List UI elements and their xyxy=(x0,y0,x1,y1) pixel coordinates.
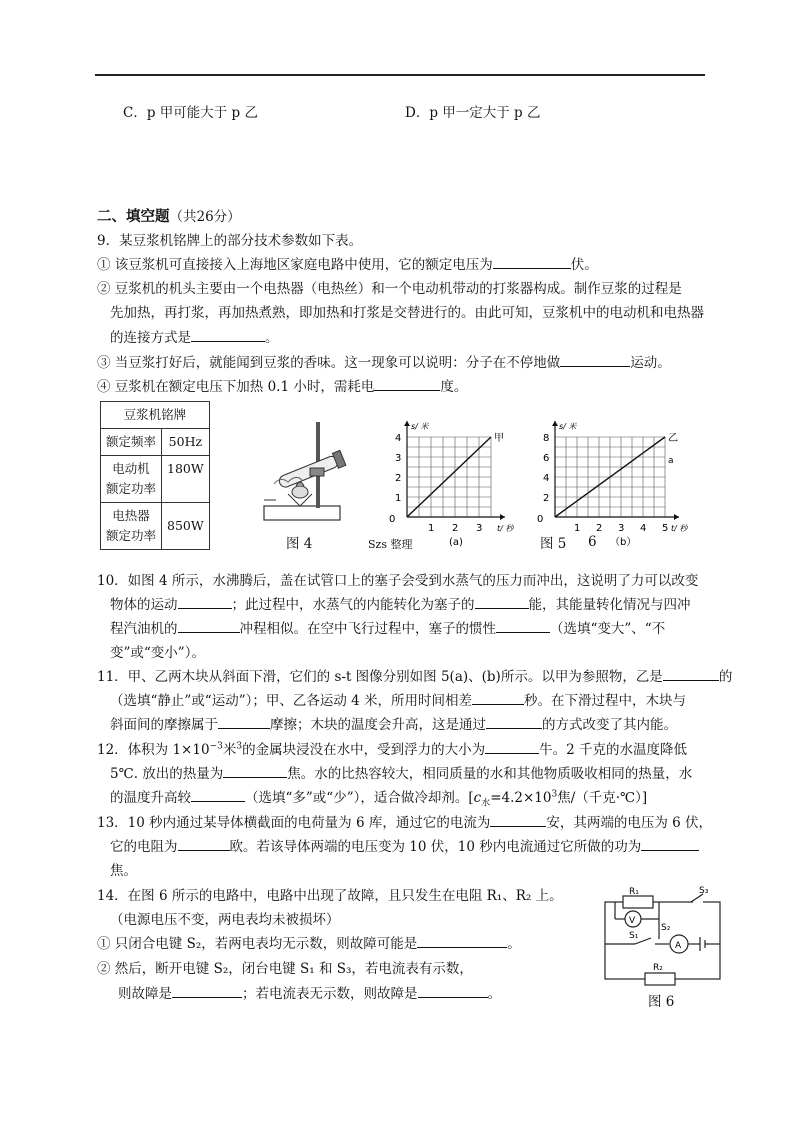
series-label: 甲 xyxy=(494,433,504,444)
text: 的金属块浸没在水中，受到浮力的大小为 xyxy=(242,742,486,758)
text: 运动。 xyxy=(630,355,671,371)
chart-b xyxy=(535,400,705,550)
q10-line1: 10．如图 4 所示，水沸腾后，盖在试管口上的塞子会受到水蒸气的压力而冲出，这说明了力可以改变 xyxy=(97,573,699,589)
text: 的 xyxy=(718,669,733,685)
label-s1: S₁ xyxy=(629,931,639,941)
y-axis-label: s/ 米 xyxy=(411,422,429,431)
text: 程汽油机的 xyxy=(110,621,178,637)
label-s3: S₃ xyxy=(699,886,709,896)
answer-blank[interactable] xyxy=(485,740,539,754)
text: 物体的运动 xyxy=(110,597,178,613)
q12-line2 xyxy=(110,762,692,782)
q10-line2 xyxy=(110,593,691,613)
text: 安，其两端的电压为 6 伏， xyxy=(546,815,712,831)
text: 电动机 xyxy=(112,461,150,476)
answer-blank[interactable] xyxy=(223,764,287,778)
x-axis-arrow xyxy=(674,514,679,520)
section-score: （共26分） xyxy=(169,209,241,225)
text: ④ 豆浆机在额定电压下加热 0.1 小时，需耗电 xyxy=(97,379,375,395)
label-a: A xyxy=(675,941,682,951)
resistor-r1 xyxy=(623,896,653,908)
x-axis-label: t/ 秒 xyxy=(671,524,688,533)
text: 能，其能量转化情况与四冲 xyxy=(528,597,691,613)
q9-line5 xyxy=(97,351,671,371)
y-tick-label: 6 xyxy=(543,453,550,464)
text: ；若电流表无示数，则故障是 xyxy=(242,986,418,1002)
table-key xyxy=(101,456,162,503)
table-title: 豆浆机铭牌 xyxy=(101,402,210,429)
section-title: 二、填空题 xyxy=(97,208,170,225)
text: 斜面间的摩擦属于 xyxy=(110,717,218,733)
text: （选填“变大”、“不 xyxy=(550,621,666,637)
x-tick-label: 2 xyxy=(452,523,459,534)
x-tick-label: 3 xyxy=(476,523,483,534)
y-tick-label: 1 xyxy=(395,493,402,504)
label-r1: R₁ xyxy=(629,887,639,897)
answer-blank[interactable] xyxy=(191,328,265,342)
text: 牛。2 千克的水温度降低 xyxy=(539,742,687,758)
table-value: 50Hz xyxy=(162,429,210,456)
text: c xyxy=(473,790,482,806)
text: 额定功率 xyxy=(106,481,157,496)
q9-line2: ② 豆浆机的机头主要由一个电热器（电热丝）和一个电动机带动的打浆器构成。制作豆浆的过程是 xyxy=(97,281,682,297)
q12-line3 xyxy=(110,786,647,809)
x-axis-label: t/ 秒 xyxy=(497,524,514,533)
q11-line1 xyxy=(97,665,732,685)
text: 12．体积为 1×10 xyxy=(97,742,210,758)
answer-blank[interactable] xyxy=(490,813,546,827)
answer-blank[interactable] xyxy=(418,984,488,998)
answer-blank[interactable] xyxy=(560,353,630,367)
option-d: D．p 甲一定大于 p 乙 xyxy=(405,105,541,121)
answer-blank[interactable] xyxy=(178,837,230,851)
text: 电热器 xyxy=(112,508,150,523)
q9-line1 xyxy=(97,253,598,273)
answer-blank[interactable] xyxy=(172,984,242,998)
table-key: 额定频率 xyxy=(101,429,162,456)
y-axis-arrow xyxy=(404,421,410,426)
q11-line3 xyxy=(110,713,677,733)
q9-line3: 先加热，再打浆，再加热煮熟，即加热和打浆是交替进行的。由此可知，豆浆机中的电动机和电热器 xyxy=(110,305,704,321)
fig5-caption: 图 5 xyxy=(540,536,567,552)
text: （选填“多”或“少”），适合做冷却剂。[ xyxy=(245,790,474,806)
series-label: 乙 xyxy=(668,433,678,444)
table-value: 850W xyxy=(162,503,210,550)
watermark-szs: Szs 整理 xyxy=(368,538,413,551)
x-tick-label: 5 xyxy=(662,523,669,534)
option-c: C．p 甲可能大于 p 乙 xyxy=(123,105,258,121)
q10-line4: 变”或“变小”）。 xyxy=(110,645,205,661)
text: 焦/（千克·℃）] xyxy=(557,790,648,806)
answer-blank[interactable] xyxy=(486,715,542,729)
answer-blank[interactable] xyxy=(496,619,550,633)
answer-blank[interactable] xyxy=(472,691,524,705)
answer-blank[interactable] xyxy=(191,788,245,802)
label-r2: R₂ xyxy=(653,963,663,973)
text: ① 只闭合电键 S₂，若两电表均无示数，则故障可能是 xyxy=(97,936,418,952)
nameplate-table xyxy=(100,401,210,550)
y-tick-label: 2 xyxy=(543,493,550,504)
chart-a xyxy=(390,400,550,550)
label-s2: S₂ xyxy=(661,923,671,933)
fig4-caption: 图 4 xyxy=(286,536,313,552)
origin-label: 0 xyxy=(537,514,544,525)
y-axis-label: s/ 米 xyxy=(559,422,577,431)
text: 冲程相似。在空中飞行过程中，塞子的惯性 xyxy=(239,621,496,637)
text: 。 xyxy=(487,986,501,1002)
answer-blank[interactable] xyxy=(493,255,571,269)
text: 伏。 xyxy=(570,257,598,273)
x-tick-label: 1 xyxy=(574,523,581,534)
circuit-diagram xyxy=(595,884,730,999)
text: ① 该豆浆机可直接接入上海地区家庭电路中使用，它的额定电压为 xyxy=(97,257,493,273)
text: 5℃. 放出的热量为 xyxy=(110,766,224,782)
fig6-caption: 图 6 xyxy=(648,994,675,1010)
answer-blank[interactable] xyxy=(641,837,699,851)
q10-line3 xyxy=(110,617,665,637)
text: （选填“静止”或“运动”）；甲、乙各运动 4 米，所用时间相差 xyxy=(110,693,473,709)
x-axis-arrow xyxy=(500,514,505,520)
y-tick-label: 4 xyxy=(395,433,402,444)
text: =4.2×10 xyxy=(490,790,552,806)
q13-line2 xyxy=(110,835,699,855)
text: 3 xyxy=(236,741,243,752)
q12-line1 xyxy=(97,738,687,758)
text: 水 xyxy=(481,798,491,809)
text: −3 xyxy=(209,741,223,752)
text: 秒。在下滑过程中，木块与 xyxy=(524,693,687,709)
text: 的方式改变了其内能。 xyxy=(542,717,677,733)
text: 欧。若该导体两端的电压变为 10 伏，10 秒内电流通过它所做的功为 xyxy=(229,839,642,855)
text: 则故障是 xyxy=(118,986,172,1002)
answer-blank[interactable] xyxy=(374,377,440,391)
answer-blank[interactable] xyxy=(417,934,507,948)
y-tick-label: 3 xyxy=(395,453,402,464)
chart-caption: （b） xyxy=(610,537,637,548)
q13-line3: 焦。 xyxy=(110,863,137,879)
q14-line1: 14．在图 6 所示的电路中，电路中出现了故障，且只发生在电阻 R₁、R₂ 上。 xyxy=(97,888,563,904)
x-tick-label: 2 xyxy=(596,523,603,534)
text: 。 xyxy=(507,936,521,952)
q11-line2 xyxy=(110,689,686,709)
table-key xyxy=(101,503,162,550)
text: 焦。水的比热容较大，相同质量的水和其他物质吸收相同的热量，水 xyxy=(287,766,693,782)
section-heading xyxy=(97,205,241,226)
answer-blank[interactable] xyxy=(663,667,719,681)
text: 13．10 秒内通过某导体横截面的电荷量为 6 库，通过它的电流为 xyxy=(97,815,491,831)
q9-line4 xyxy=(110,326,279,346)
text: 摩擦；木块的温度会升高，这是通过 xyxy=(270,717,486,733)
answer-blank[interactable] xyxy=(178,595,232,609)
text: 。 xyxy=(265,330,279,346)
x-tick-label: 4 xyxy=(640,523,647,534)
text: 11．甲、乙两木块从斜面下滑，它们的 s-t 图像分别如图 5(a)、(b)所示。以甲为参照物，乙是 xyxy=(97,669,663,685)
text: 的连接方式是 xyxy=(110,330,191,346)
q13-line1 xyxy=(97,811,712,831)
q9-line6 xyxy=(97,375,467,395)
q14-line3 xyxy=(97,932,521,952)
label-v: V xyxy=(629,916,636,926)
resistor-r2 xyxy=(645,973,675,985)
chart-caption: (a) xyxy=(449,537,463,548)
text: 的温度升高较 xyxy=(110,790,191,806)
answer-blank[interactable] xyxy=(475,595,529,609)
q14-line4: ② 然后，断开电键 S₂，闭台电键 S₁ 和 S₃，若电流表有示数， xyxy=(97,961,473,977)
q14-line2: （电源电压不变，两电表均未被损坏） xyxy=(110,912,340,928)
fig-number-6: 6 xyxy=(588,534,597,550)
text: ；此过程中，水蒸气的内能转化为塞子的 xyxy=(231,597,475,613)
y-tick-label: 4 xyxy=(543,473,550,484)
y-axis-arrow xyxy=(552,421,558,426)
table-value: 180W xyxy=(162,456,210,503)
y-tick-label: 2 xyxy=(395,473,402,484)
x-tick-label: 1 xyxy=(428,523,435,534)
text: 它的电阻为 xyxy=(110,839,178,855)
x-tick-label: 3 xyxy=(618,523,625,534)
text: 米 xyxy=(222,742,237,758)
origin-label: 0 xyxy=(389,514,396,525)
chart-note: a xyxy=(668,456,674,466)
text: 度。 xyxy=(440,379,468,395)
answer-blank[interactable] xyxy=(178,619,240,633)
q14-line5 xyxy=(118,982,501,1002)
answer-blank[interactable] xyxy=(218,715,270,729)
text: 3 xyxy=(551,789,558,800)
fig4-apparatus-image xyxy=(258,418,348,528)
top-rule xyxy=(95,74,705,76)
text: 额定功率 xyxy=(106,528,157,543)
text: ③ 当豆浆打好后，就能闻到豆浆的香味。这一现象可以说明：分子在不停地做 xyxy=(97,355,561,371)
q9-stem: 9．某豆浆机铭牌上的部分技术参数如下表。 xyxy=(97,233,363,249)
y-tick-label: 8 xyxy=(543,433,550,444)
